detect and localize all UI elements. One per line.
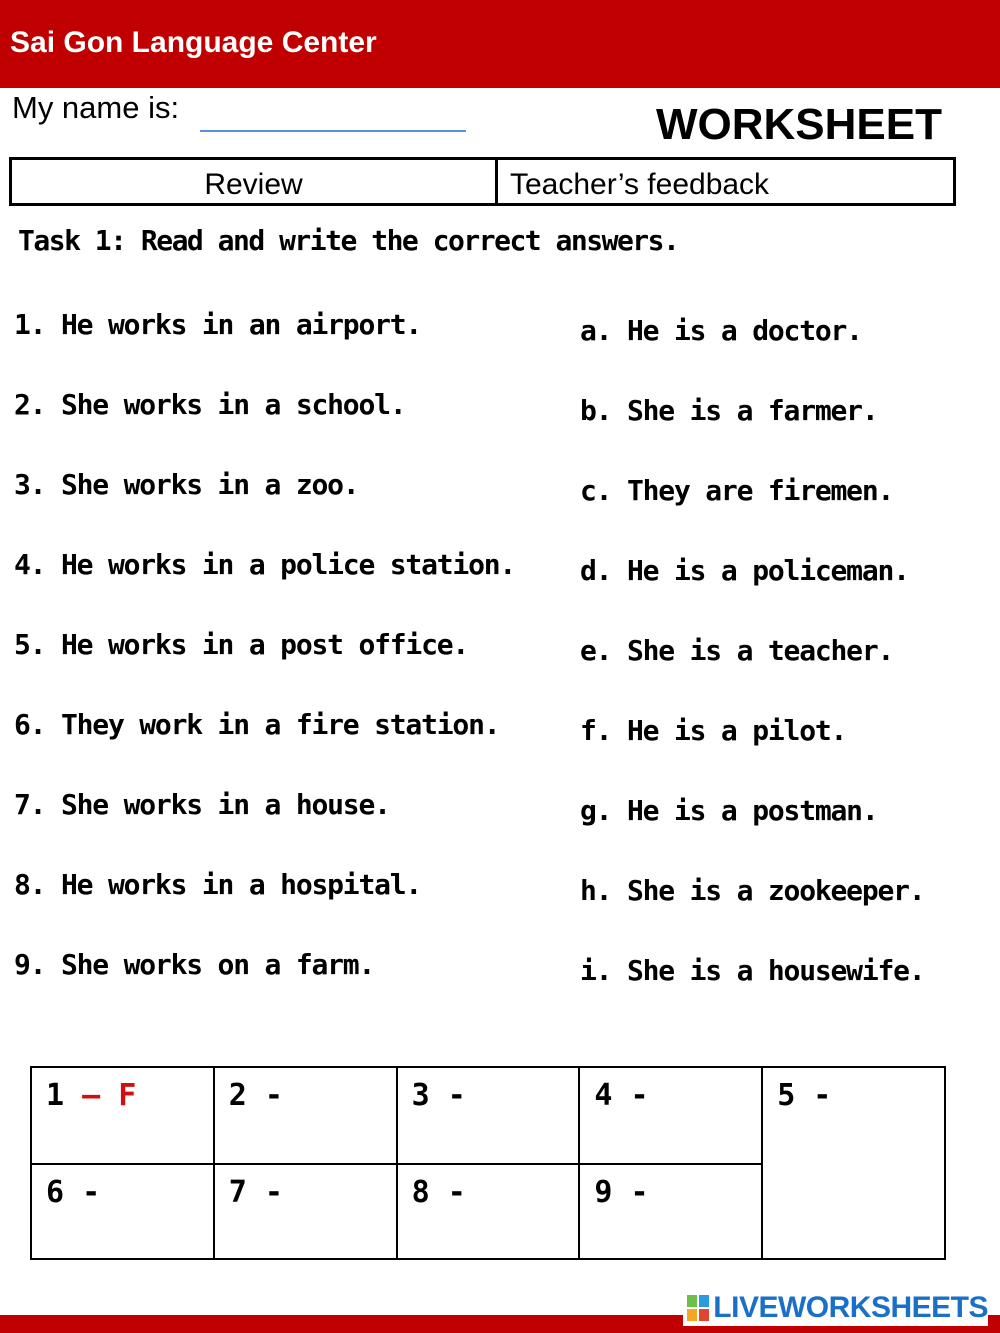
answer-option: a. He is a doctor.	[580, 314, 862, 347]
answer-grid	[30, 1066, 946, 1260]
question-item: 6. They work in a fire station.	[14, 708, 500, 741]
center-name: Sai Gon Language Center	[10, 26, 377, 59]
answer-cell-label: 1	[46, 1078, 65, 1113]
name-label: My name is:	[12, 90, 180, 125]
answer-option: i. She is a housewife.	[580, 954, 925, 987]
answer-cell-label: 9 -	[594, 1175, 649, 1210]
answer-cell-3[interactable]	[397, 1067, 580, 1164]
answer-option: f. He is a pilot.	[580, 714, 847, 747]
answer-cell-label: 5 -	[777, 1078, 832, 1113]
question-item: 1. He works in an airport.	[14, 308, 422, 341]
question-item: 5. He works in a post office.	[14, 628, 469, 661]
liveworksheets-logo-icon	[687, 1295, 709, 1321]
review-label: Review	[12, 160, 498, 203]
teacher-feedback-label: Teacher’s feedback	[510, 168, 770, 201]
answer-cell-label: 6 -	[46, 1175, 101, 1210]
liveworksheets-logo	[683, 1290, 988, 1326]
answer-option: e. She is a teacher.	[580, 634, 894, 667]
answer-cell-label: 3 -	[411, 1078, 466, 1113]
answer-cell-5[interactable]	[762, 1067, 945, 1259]
answer-option: h. She is a zookeeper.	[580, 874, 925, 907]
answer-cell-label: 2 -	[228, 1078, 283, 1113]
question-item: 7. She works in a house.	[14, 788, 390, 821]
review-bar	[9, 157, 956, 206]
answer-cell-label: 4 -	[594, 1078, 649, 1113]
answer-cell-label: 8 -	[411, 1175, 466, 1210]
answer-cell-6[interactable]	[31, 1164, 214, 1259]
worksheet-title: WORKSHEET	[656, 100, 942, 149]
answer-option: g. He is a postman.	[580, 794, 878, 827]
question-item: 8. He works in a hospital.	[14, 868, 422, 901]
answer-cell-1[interactable]	[31, 1067, 214, 1164]
header-banner	[0, 0, 1000, 88]
question-item: 9. She works on a farm.	[14, 948, 375, 981]
answer-cell-2[interactable]	[214, 1067, 397, 1164]
answer-cell-4[interactable]	[579, 1067, 762, 1164]
answer-option: d. He is a policeman.	[580, 554, 909, 587]
logo-text: LIVEWORKSHEETS	[713, 1291, 988, 1324]
answer-cell-label: 7 -	[228, 1175, 283, 1210]
answer-option: b. She is a farmer.	[580, 394, 878, 427]
answer-cell-9[interactable]	[579, 1164, 762, 1259]
example-answer: – F	[64, 1078, 137, 1113]
question-item: 3. She works in a zoo.	[14, 468, 359, 501]
question-list	[14, 308, 515, 1028]
answer-option-list	[580, 314, 924, 1034]
name-input-line[interactable]	[200, 130, 466, 132]
question-item: 4. He works in a police station.	[14, 548, 516, 581]
task-title: Task 1: Read and write the correct answers.	[18, 224, 679, 257]
question-item: 2. She works in a school.	[14, 388, 406, 421]
answer-cell-8[interactable]	[397, 1164, 580, 1259]
answer-option: c. They are firemen.	[580, 474, 894, 507]
answer-cell-7[interactable]	[214, 1164, 397, 1259]
